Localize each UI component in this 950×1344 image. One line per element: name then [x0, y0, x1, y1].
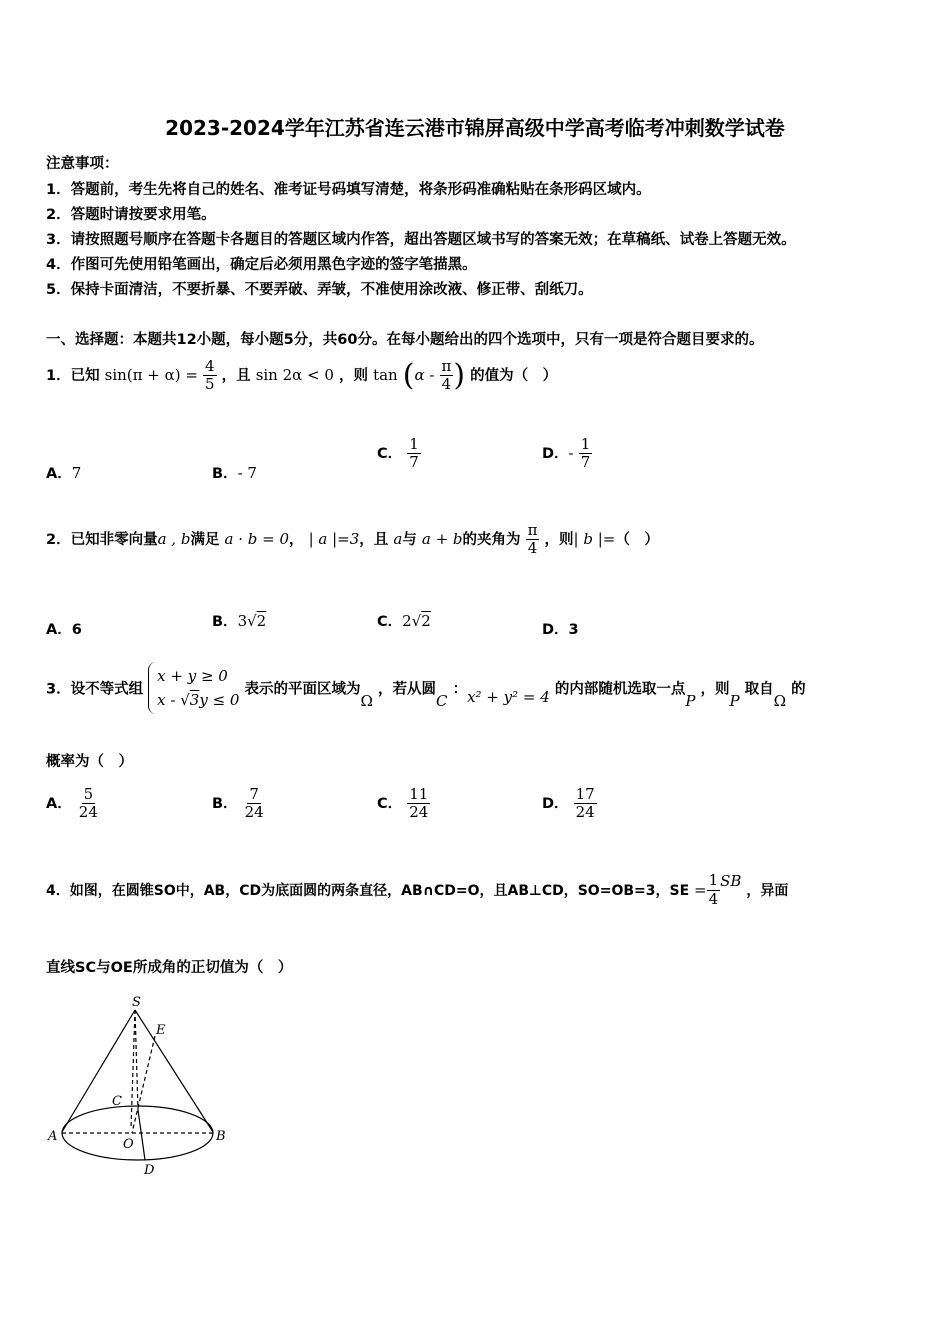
q1-fraction-pi-4: $\frac{\pi}{4}$ [441, 357, 452, 394]
q3-line-2: 概率为（ ） [46, 754, 133, 770]
q4-line-2: 直线SC与OE所成角的正切值为（ ） [46, 960, 293, 976]
segment-oe [132, 1036, 155, 1133]
label-b: B [216, 1129, 226, 1144]
q3-option-a[interactable]: A． $\frac{5}{24}$ [46, 785, 98, 822]
note-item: 3．请按照题号顺序在答题卡各题目的答题区域内作答，超出答题区域书写的答案无效；在草稿纸、试卷上答题无效。 [46, 232, 796, 248]
q1-option-b[interactable]: B．- 7 [212, 464, 257, 482]
q1-fraction-4-5: $\frac{4}{5}$ [205, 357, 215, 394]
question-2: 2．已知非零向量a , b满足 a · b = 0， | a |=3，且 a与 a + b的夹角为 $\frac{\pi}{4}$ ，则| b |=（ ） [46, 521, 659, 558]
q1-suffix: 的值为（ ） [470, 367, 558, 384]
label-c: C [112, 1094, 122, 1109]
cone-axis-so [131, 1010, 135, 1128]
q1-prefix: 1．已知 [46, 367, 100, 384]
cone-figure [40, 990, 240, 1180]
q2-fraction-pi-4: $\frac{\pi}{4}$ [527, 521, 538, 558]
note-item: 1．答题前，考生先将自己的姓名、准考证号码填写清楚，将条形码准确粘贴在条形码区域内。 [46, 182, 651, 198]
notes-heading: 注意事项： [46, 156, 119, 172]
page-title: 2023-2024学年江苏省连云港市锦屏高级中学高考临考冲刺数学试卷 [165, 116, 785, 140]
q3-option-c[interactable]: C． $\frac{11}{24}$ [377, 785, 429, 822]
q1-text: ，且 [221, 367, 251, 384]
q1-option-c[interactable]: C． $\frac{1}{7}$ [377, 435, 419, 472]
label-d: D [144, 1163, 155, 1178]
q1-text: ，则 [339, 367, 368, 384]
q2-option-a[interactable]: A．6 [46, 622, 82, 638]
question-4: 4．如图，在圆锥SO中，AB，CD为底面圆的两条直径，AB∩CD=O，且AB⊥CD，SO=OB=3，SE = $\frac{1}{4}$ SB ，异面 [46, 871, 789, 908]
note-item: 2．答题时请按要求用笔。 [46, 207, 216, 223]
q2-option-b[interactable]: B．3√2 [212, 612, 267, 630]
q1-tan: tan [373, 365, 398, 384]
label-o: O [123, 1137, 134, 1152]
q3-option-d[interactable]: D． $\frac{17}{24}$ [542, 785, 595, 822]
question-3: 3．设不等式组 x + y ≥ 0 x - √3y ≤ 0 表示的平面区域为Ω ，若从圆C ：x² + y² = 4 的内部随机选取一点P ，则P 取自Ω 的 [46, 662, 806, 714]
q1-option-a[interactable]: A．7 [46, 464, 82, 482]
diameter-cd [138, 1110, 145, 1160]
q1-expr-sin: sin(π + α) = [104, 365, 198, 384]
label-s: S [132, 995, 141, 1010]
question-1: 1．已知 sin(π + α) = $\frac{4}{5}$ ，且 sin 2α < 0 ，则 tan (α - $\frac{\pi}{4}$ ) 的值为（ ） [46, 357, 558, 394]
q1-option-d[interactable]: D．- $\frac{1}{7}$ [542, 435, 591, 472]
q2-option-c[interactable]: C．2√2 [377, 612, 431, 630]
note-item: 4．作图可先使用铅笔画出，确定后必须用黑色字迹的签字笔描黑。 [46, 257, 477, 273]
q1-expr-sin2a: sin 2α < 0 [255, 365, 334, 384]
label-a: A [48, 1129, 58, 1144]
cone-edge-sa [62, 1010, 135, 1132]
note-item: 5．保持卡面清洁，不要折暴、不要弄破、弄皱，不准使用涂改液、修正带、刮纸刀。 [46, 282, 593, 298]
q4-fraction-1-4: $\frac{1}{4}$ [708, 871, 719, 908]
q3-option-b[interactable]: B． $\frac{7}{24}$ [212, 785, 264, 822]
section-heading: 一、选择题：本题共12小题，每小题5分，共60分。在每小题给出的四个选项中，只有一项是符合题目要求的。 [46, 332, 764, 348]
q2-option-d[interactable]: D．3 [542, 622, 579, 638]
label-e: E [156, 1023, 166, 1038]
segment-sc [135, 1010, 138, 1110]
q1-inner: α - [414, 365, 435, 384]
q3-inequality-system: x + y ≥ 0 x - √3y ≤ 0 [148, 662, 239, 714]
